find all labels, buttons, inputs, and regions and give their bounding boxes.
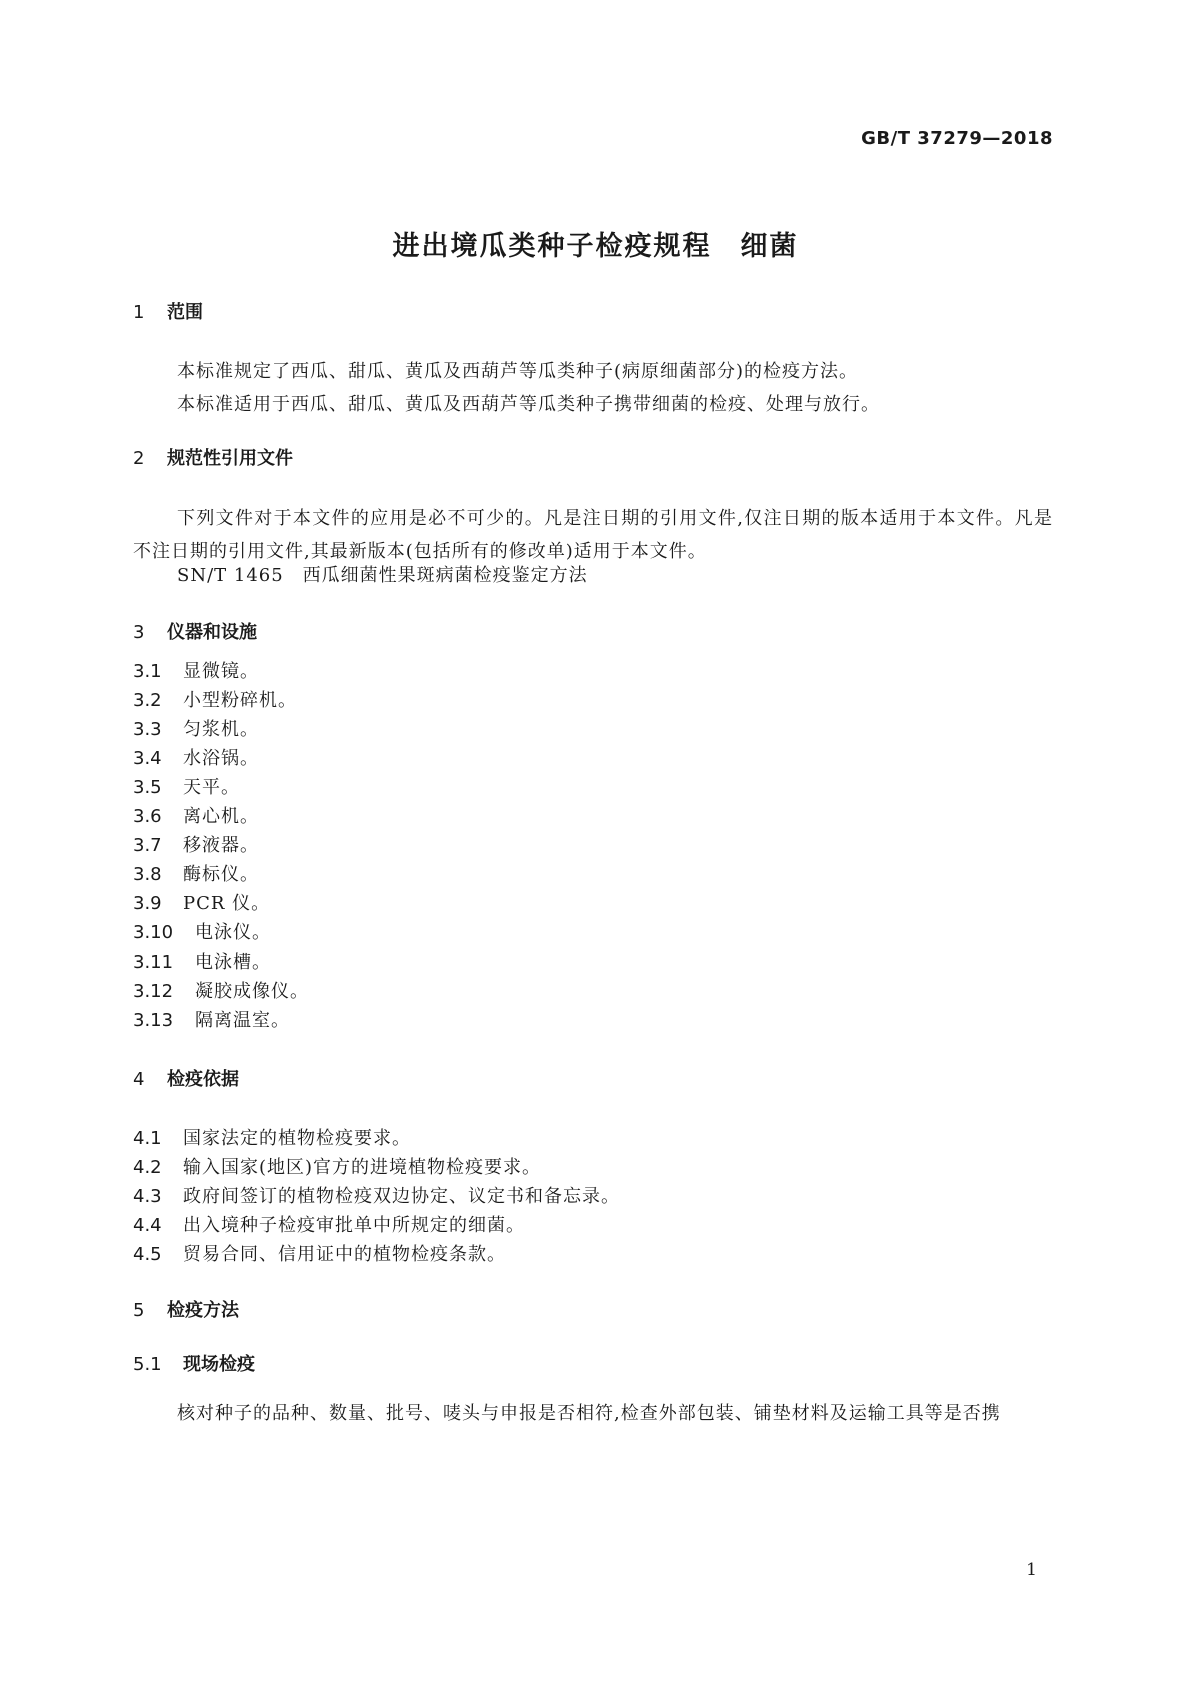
document-title: 进出境瓜类种子检疫规程 细菌 (392, 231, 799, 262)
item-text: 政府间签订的植物检疫双边协定、议定书和备忘录。 (183, 1186, 620, 1207)
list-item (133, 863, 259, 887)
page-number: 1 (1026, 1560, 1037, 1580)
item-number: 3.10 (133, 922, 174, 944)
section-5-heading (133, 1299, 239, 1323)
list-item (133, 892, 270, 916)
item-number: 3.7 (133, 835, 162, 857)
list-item (133, 805, 259, 829)
section-1-heading (133, 301, 203, 325)
item-text: 电泳仪。 (195, 922, 271, 944)
section-1-paragraph-2: 本标准适用于西瓜、甜瓜、黄瓜及西葫芦等瓜类种子携带细菌的检疫、处理与放行。 (177, 394, 880, 415)
section-number: 5 (133, 1300, 145, 1321)
normative-reference: SN/T 1465 西瓜细菌性果斑病菌检疫鉴定方法 (177, 565, 588, 586)
section-number: 3 (133, 622, 145, 643)
item-number: 3.9 (133, 893, 162, 915)
item-number: 3.13 (133, 1009, 174, 1031)
standard-number: GB/T 37279—2018 (861, 128, 1053, 149)
item-number: 4.5 (133, 1244, 162, 1265)
item-number: 4.2 (133, 1157, 162, 1178)
item-text: 酶标仪。 (183, 864, 259, 886)
item-text: 凝胶成像仪。 (195, 980, 309, 1002)
item-number: 3.12 (133, 980, 174, 1002)
subsection-number: 5.1 (133, 1354, 162, 1375)
section-title: 检疫依据 (167, 1069, 239, 1090)
item-text: 移液器。 (183, 835, 259, 857)
section-3-heading (133, 621, 257, 645)
item-text: 贸易合同、信用证中的植物检疫条款。 (183, 1244, 506, 1265)
item-text: PCR 仪。 (183, 893, 271, 915)
item-number: 3.11 (133, 951, 174, 973)
item-number: 3.8 (133, 864, 162, 886)
item-number: 4.4 (133, 1215, 162, 1236)
section-2-heading (133, 447, 293, 471)
item-number: 4.3 (133, 1186, 162, 1207)
list-item (133, 689, 297, 713)
section-4-heading (133, 1068, 239, 1092)
section-title: 仪器和设施 (167, 622, 257, 643)
section-number: 2 (133, 448, 145, 469)
item-number: 3.1 (133, 661, 162, 682)
list-item (133, 1185, 620, 1209)
subsection-title: 现场检疫 (183, 1354, 255, 1375)
item-text: 小型粉碎机。 (183, 690, 297, 712)
section-1-paragraph-1: 本标准规定了西瓜、甜瓜、黄瓜及西葫芦等瓜类种子(病原细菌部分)的检疫方法。 (177, 361, 859, 382)
list-item (133, 660, 259, 684)
list-item (133, 980, 309, 1004)
subsection-5-1-heading (133, 1353, 255, 1377)
list-item (133, 921, 271, 945)
item-number: 3.6 (133, 806, 162, 828)
item-text: 匀浆机。 (183, 719, 259, 741)
list-item (133, 776, 240, 800)
item-number: 4.1 (133, 1128, 162, 1149)
item-number: 3.3 (133, 719, 162, 741)
item-text: 显微镜。 (183, 661, 259, 682)
section-2-paragraph: 下列文件对于本文件的应用是必不可少的。凡是注日期的引用文件,仅注日期的版本适用于本文件。凡是不注日期的引用文件,其最新版本(包括所有的修改单)适用于本文件。 (133, 508, 1053, 562)
item-text: 隔离温室。 (195, 1009, 290, 1031)
section-number: 4 (133, 1069, 145, 1090)
list-item (133, 1009, 290, 1033)
subsection-5-1-paragraph: 核对种子的品种、数量、批号、唛头与申报是否相符,检查外部包装、铺垫材料及运输工具等是否携 (177, 1403, 1001, 1424)
section-title: 规范性引用文件 (167, 448, 293, 469)
list-item (133, 951, 271, 975)
item-number: 3.5 (133, 777, 162, 799)
item-text: 输入国家(地区)官方的进境植物检疫要求。 (183, 1157, 542, 1178)
list-item (133, 1214, 525, 1238)
item-text: 离心机。 (183, 806, 259, 828)
list-item (133, 747, 259, 771)
list-item (133, 1243, 506, 1267)
item-text: 天平。 (183, 777, 240, 799)
item-text: 国家法定的植物检疫要求。 (183, 1128, 411, 1149)
item-text: 出入境种子检疫审批单中所规定的细菌。 (183, 1215, 525, 1236)
section-number: 1 (133, 302, 145, 323)
section-title: 检疫方法 (167, 1300, 239, 1321)
section-title: 范围 (167, 302, 203, 323)
item-text: 电泳槽。 (195, 951, 271, 973)
list-item (133, 1127, 411, 1151)
item-number: 3.4 (133, 748, 162, 770)
list-item (133, 1156, 541, 1180)
item-text: 水浴锅。 (183, 748, 259, 770)
list-item (133, 834, 259, 858)
item-number: 3.2 (133, 690, 162, 712)
list-item (133, 718, 259, 742)
